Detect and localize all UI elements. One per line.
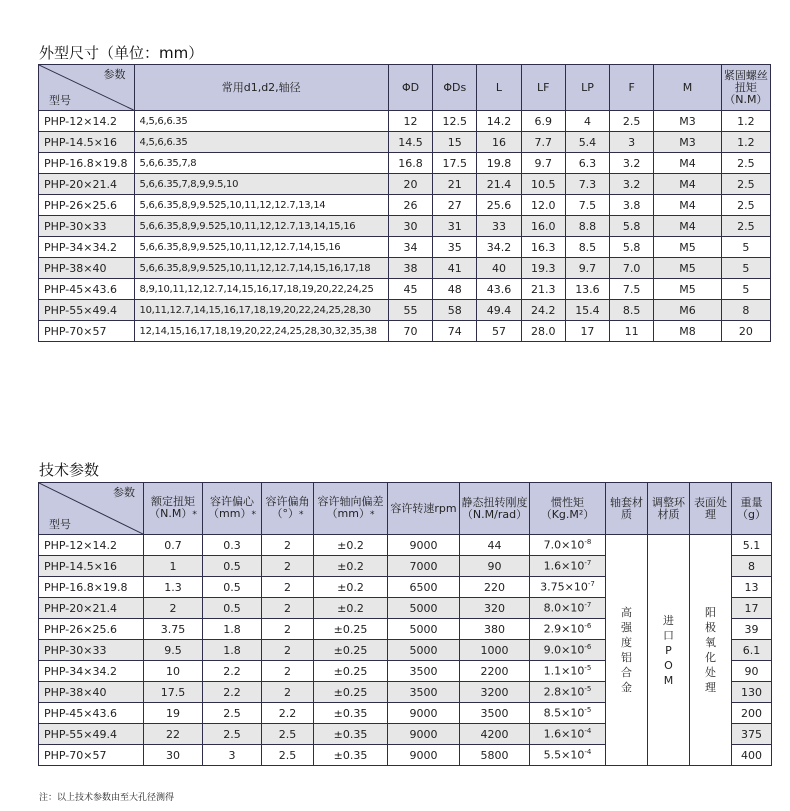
dim-header: LF xyxy=(521,65,565,111)
corner-label-params: 参数 xyxy=(103,68,126,81)
inertia-cell: $2.9\times 10^{-6}$ xyxy=(530,619,606,640)
shaft-diameters-cell: 5,6,6.35,7,8,9,9.5,10 xyxy=(134,174,388,195)
table-cell: 5 xyxy=(721,258,770,279)
table-cell: 41 xyxy=(433,258,477,279)
technical-title: 技术参数 xyxy=(39,461,100,479)
table-cell: 2 xyxy=(262,682,314,703)
shaft-diameters-cell: 5,6,6.35,8,9,9.525,10,11,12,12.7,13,14,15,16 xyxy=(134,216,388,237)
table-cell: 12.0 xyxy=(521,195,565,216)
table-cell: 7000 xyxy=(388,556,460,577)
table-cell: 35 xyxy=(433,237,477,258)
table-cell: M4 xyxy=(654,174,721,195)
tech-header: 调整环材质 xyxy=(648,483,690,535)
model-cell: PHP-38×40 xyxy=(39,682,144,703)
tech-header: 重量（g） xyxy=(732,483,772,535)
model-cell: PHP-26×25.6 xyxy=(39,195,135,216)
corner-label-params: 参数 xyxy=(113,486,135,499)
inertia-cell: $1.1\times 10^{-5}$ xyxy=(530,661,606,682)
model-cell: PHP-34×34.2 xyxy=(39,661,144,682)
table-cell: 3 xyxy=(610,132,654,153)
table-cell: 27 xyxy=(433,195,477,216)
table-cell: 5800 xyxy=(460,745,530,766)
table-cell: 17 xyxy=(732,598,772,619)
table-cell: 3500 xyxy=(388,682,460,703)
table-cell: 10 xyxy=(144,661,203,682)
table-cell: 15 xyxy=(433,132,477,153)
shaft-diameters-cell: 5,6,6.35,7,8 xyxy=(134,153,388,174)
table-cell: 2.5 xyxy=(203,703,262,724)
model-cell: PHP-38×40 xyxy=(39,258,135,279)
table-cell: 400 xyxy=(732,745,772,766)
table-cell: 6.3 xyxy=(565,153,609,174)
table-cell: 43.6 xyxy=(477,279,521,300)
table-cell: 2.5 xyxy=(721,174,770,195)
table-row xyxy=(39,237,771,258)
dimensions-header-row xyxy=(39,65,771,111)
table-cell: 2.5 xyxy=(721,195,770,216)
shaft-diameters-cell: 10,11,12.7,14,15,16,17,18,19,20,22,24,25,28,30 xyxy=(134,300,388,321)
table-cell: 19.3 xyxy=(521,258,565,279)
tech-header: 容许轴向偏差（mm）* xyxy=(314,483,388,535)
table-cell: 3.2 xyxy=(610,153,654,174)
table-cell: 30 xyxy=(144,745,203,766)
shaft-diameters-cell: 12,14,15,16,17,18,19,20,22,24,25,28,30,32,35,38 xyxy=(134,321,388,342)
table-cell: ±0.35 xyxy=(314,724,388,745)
model-cell: PHP-26×25.6 xyxy=(39,619,144,640)
table-row xyxy=(39,174,771,195)
table-cell: 19.8 xyxy=(477,153,521,174)
table-cell: 22 xyxy=(144,724,203,745)
table-cell: 16.3 xyxy=(521,237,565,258)
dimensions-title: 外型尺寸（单位：mm） xyxy=(39,44,204,62)
table-cell: M4 xyxy=(654,195,721,216)
table-cell: 20 xyxy=(721,321,770,342)
table-cell: 0.5 xyxy=(203,577,262,598)
table-cell: 375 xyxy=(732,724,772,745)
table-row xyxy=(39,300,771,321)
table-cell: 3200 xyxy=(460,682,530,703)
table-cell: 3.8 xyxy=(610,195,654,216)
table-cell: 2.2 xyxy=(262,703,314,724)
footnote: 注：以上技术参数由至大孔径测得 xyxy=(39,793,175,803)
table-cell: 2 xyxy=(262,556,314,577)
table-cell: 5000 xyxy=(388,640,460,661)
table-cell: 220 xyxy=(460,577,530,598)
table-cell: 2.5 xyxy=(721,153,770,174)
table-cell: 3500 xyxy=(388,661,460,682)
table-cell: ±0.2 xyxy=(314,577,388,598)
table-cell: ±0.25 xyxy=(314,619,388,640)
model-cell: PHP-55×49.4 xyxy=(39,724,144,745)
table-cell: 55 xyxy=(388,300,432,321)
table-cell: 14.2 xyxy=(477,111,521,132)
table-cell: 28.0 xyxy=(521,321,565,342)
model-cell: PHP-20×21.4 xyxy=(39,174,135,195)
table-cell: 70 xyxy=(388,321,432,342)
table-cell: 24.2 xyxy=(521,300,565,321)
table-cell: 7.5 xyxy=(610,279,654,300)
shaft-diameters-cell: 5,6,6.35,8,9,9.525,10,11,12,12.7,14,15,16 xyxy=(134,237,388,258)
technical-corner-cell xyxy=(39,483,144,535)
table-cell: M5 xyxy=(654,258,721,279)
table-cell: 33 xyxy=(477,216,521,237)
model-cell: PHP-30×33 xyxy=(39,640,144,661)
table-cell: 5000 xyxy=(388,598,460,619)
tech-header: 表面处理 xyxy=(690,483,732,535)
inertia-cell: $2.8\times 10^{-5}$ xyxy=(530,682,606,703)
table-cell: 0.3 xyxy=(203,535,262,556)
table-cell: 5 xyxy=(721,279,770,300)
table-cell: 58 xyxy=(433,300,477,321)
inertia-cell: $1.6\times 10^{-4}$ xyxy=(530,724,606,745)
dim-header: M xyxy=(654,65,721,111)
table-cell: 6500 xyxy=(388,577,460,598)
tech-header: 容许偏角（°）* xyxy=(262,483,314,535)
table-cell: 9000 xyxy=(388,703,460,724)
table-cell: 17.5 xyxy=(433,153,477,174)
tech-header: 惯性矩（Kg.M²） xyxy=(530,483,606,535)
table-cell: 9.7 xyxy=(565,258,609,279)
table-cell: 40 xyxy=(477,258,521,279)
inertia-cell: $5.5\times 10^{-4}$ xyxy=(530,745,606,766)
table-cell: 2.5 xyxy=(721,216,770,237)
table-cell: 380 xyxy=(460,619,530,640)
table-cell: 7.3 xyxy=(565,174,609,195)
table-cell: 90 xyxy=(732,661,772,682)
table-cell: 2.5 xyxy=(610,111,654,132)
table-cell: 5.4 xyxy=(565,132,609,153)
table-cell: 8.8 xyxy=(565,216,609,237)
table-cell: M6 xyxy=(654,300,721,321)
table-cell: 16.8 xyxy=(388,153,432,174)
table-cell: 5.8 xyxy=(610,237,654,258)
inertia-cell: $3.75\times 10^{-7}$ xyxy=(530,577,606,598)
table-cell: 2.2 xyxy=(203,682,262,703)
table-cell: ±0.25 xyxy=(314,661,388,682)
model-cell: PHP-20×21.4 xyxy=(39,598,144,619)
table-cell: 1.2 xyxy=(721,111,770,132)
table-cell: M3 xyxy=(654,132,721,153)
table-cell: 57 xyxy=(477,321,521,342)
table-cell: 7.7 xyxy=(521,132,565,153)
corner-label-model: 型号 xyxy=(49,94,71,107)
table-cell: 1000 xyxy=(460,640,530,661)
table-cell: 5.8 xyxy=(610,216,654,237)
table-cell: 2.5 xyxy=(262,724,314,745)
tech-header: 容许偏心（mm）* xyxy=(203,483,262,535)
table-cell: ±0.2 xyxy=(314,598,388,619)
table-cell: 200 xyxy=(732,703,772,724)
table-cell: M4 xyxy=(654,216,721,237)
table-cell: 3500 xyxy=(460,703,530,724)
model-cell: PHP-12×14.2 xyxy=(39,111,135,132)
table-cell: 5 xyxy=(721,237,770,258)
technical-table xyxy=(38,482,772,766)
table-cell: ±0.2 xyxy=(314,535,388,556)
table-cell: 1.8 xyxy=(203,619,262,640)
table-cell: 0.7 xyxy=(144,535,203,556)
table-cell: 8 xyxy=(732,556,772,577)
table-cell: 45 xyxy=(388,279,432,300)
table-cell: 2.2 xyxy=(203,661,262,682)
table-row xyxy=(39,216,771,237)
table-cell: ±0.25 xyxy=(314,682,388,703)
table-cell: 11 xyxy=(610,321,654,342)
dim-header: LP xyxy=(565,65,609,111)
table-cell: 8.5 xyxy=(565,237,609,258)
dim-header: L xyxy=(477,65,521,111)
table-cell: 12 xyxy=(388,111,432,132)
table-cell: 2 xyxy=(144,598,203,619)
table-cell: M3 xyxy=(654,111,721,132)
table-cell: 0.5 xyxy=(203,598,262,619)
table-cell: 2 xyxy=(262,661,314,682)
table-cell: 2 xyxy=(262,619,314,640)
table-cell: 0.5 xyxy=(203,556,262,577)
table-cell: 2 xyxy=(262,577,314,598)
table-cell: 9000 xyxy=(388,745,460,766)
table-row xyxy=(39,321,771,342)
dimensions-table xyxy=(38,64,771,342)
table-cell: ±0.35 xyxy=(314,703,388,724)
table-cell: 13 xyxy=(732,577,772,598)
inertia-cell: $8.0\times 10^{-7}$ xyxy=(530,598,606,619)
table-cell: 130 xyxy=(732,682,772,703)
table-cell: 12.5 xyxy=(433,111,477,132)
table-cell: M8 xyxy=(654,321,721,342)
table-cell: 34.2 xyxy=(477,237,521,258)
table-cell: 74 xyxy=(433,321,477,342)
shaft-diameters-cell: 4,5,6,6.35 xyxy=(134,111,388,132)
table-cell: 21.4 xyxy=(477,174,521,195)
model-cell: PHP-16.8×19.8 xyxy=(39,153,135,174)
table-cell: 320 xyxy=(460,598,530,619)
table-cell: 1 xyxy=(144,556,203,577)
table-cell: 21.3 xyxy=(521,279,565,300)
table-cell: ±0.2 xyxy=(314,556,388,577)
surface-treatment-cell: 阳极氧化处理 xyxy=(690,535,732,766)
model-cell: PHP-34×34.2 xyxy=(39,237,135,258)
table-cell: 8.5 xyxy=(610,300,654,321)
table-cell: 2200 xyxy=(460,661,530,682)
table-cell: 10.5 xyxy=(521,174,565,195)
table-cell: 3.2 xyxy=(610,174,654,195)
table-cell: 16 xyxy=(477,132,521,153)
model-cell: PHP-30×33 xyxy=(39,216,135,237)
dimensions-corner-cell xyxy=(39,65,135,111)
model-cell: PHP-45×43.6 xyxy=(39,703,144,724)
dim-header: ΦDs xyxy=(433,65,477,111)
table-cell: 90 xyxy=(460,556,530,577)
model-cell: PHP-70×57 xyxy=(39,745,144,766)
table-row xyxy=(39,535,772,556)
table-cell: ±0.35 xyxy=(314,745,388,766)
table-cell: 9000 xyxy=(388,535,460,556)
table-row xyxy=(39,258,771,279)
table-cell: 20 xyxy=(388,174,432,195)
table-cell: 30 xyxy=(388,216,432,237)
shaft-diameters-cell: 4,5,6,6.35 xyxy=(134,132,388,153)
table-cell: 6.1 xyxy=(732,640,772,661)
inertia-cell: $9.0\times 10^{-6}$ xyxy=(530,640,606,661)
table-cell: 7.0 xyxy=(610,258,654,279)
table-cell: 2 xyxy=(262,535,314,556)
table-cell: 17.5 xyxy=(144,682,203,703)
tech-header: 轴套材质 xyxy=(606,483,648,535)
table-cell: 16.0 xyxy=(521,216,565,237)
table-cell: 21 xyxy=(433,174,477,195)
inertia-cell: $1.6\times 10^{-7}$ xyxy=(530,556,606,577)
table-row xyxy=(39,195,771,216)
shaft-diameters-cell: 5,6,6.35,8,9,9.525,10,11,12,12.7,13,14 xyxy=(134,195,388,216)
sleeve-material-cell: 高强度铝合金 xyxy=(606,535,648,766)
table-cell: 5000 xyxy=(388,619,460,640)
table-cell: 2 xyxy=(262,598,314,619)
tech-header: 额定扭矩（N.M）* xyxy=(144,483,203,535)
dim-header: 紧固螺丝扭矩（N.M） xyxy=(721,65,770,111)
table-cell: 15.4 xyxy=(565,300,609,321)
model-cell: PHP-12×14.2 xyxy=(39,535,144,556)
table-cell: 25.6 xyxy=(477,195,521,216)
table-cell: 49.4 xyxy=(477,300,521,321)
tech-header: 静态扭转刚度（N.M/rad） xyxy=(460,483,530,535)
table-cell: 26 xyxy=(388,195,432,216)
tech-header: 容许转速rpm xyxy=(388,483,460,535)
model-cell: PHP-16.8×19.8 xyxy=(39,577,144,598)
table-cell: 3.75 xyxy=(144,619,203,640)
model-cell: PHP-70×57 xyxy=(39,321,135,342)
corner-label-model: 型号 xyxy=(49,518,71,531)
technical-header-row xyxy=(39,483,772,535)
table-row xyxy=(39,279,771,300)
table-row xyxy=(39,132,771,153)
table-cell: 9000 xyxy=(388,724,460,745)
table-cell: 13.6 xyxy=(565,279,609,300)
table-cell: 2 xyxy=(262,640,314,661)
table-cell: 34 xyxy=(388,237,432,258)
table-cell: 2.5 xyxy=(203,724,262,745)
table-cell: 3 xyxy=(203,745,262,766)
table-cell: 9.5 xyxy=(144,640,203,661)
table-cell: M5 xyxy=(654,237,721,258)
shaft-diameters-cell: 5,6,6.35,8,9,9.525,10,11,12,12.7,14,15,16,17,18 xyxy=(134,258,388,279)
table-row xyxy=(39,153,771,174)
table-cell: ±0.25 xyxy=(314,640,388,661)
table-cell: 38 xyxy=(388,258,432,279)
model-cell: PHP-14.5×16 xyxy=(39,132,135,153)
inertia-cell: $7.0\times 10^{-8}$ xyxy=(530,535,606,556)
model-cell: PHP-55×49.4 xyxy=(39,300,135,321)
inertia-cell: $8.5\times 10^{-5}$ xyxy=(530,703,606,724)
table-cell: M4 xyxy=(654,153,721,174)
table-cell: 7.5 xyxy=(565,195,609,216)
table-cell: 2.5 xyxy=(262,745,314,766)
table-cell: 8 xyxy=(721,300,770,321)
table-row xyxy=(39,111,771,132)
table-cell: 48 xyxy=(433,279,477,300)
table-cell: 4200 xyxy=(460,724,530,745)
table-cell: 39 xyxy=(732,619,772,640)
dim-header: ΦD xyxy=(388,65,432,111)
table-cell: 1.8 xyxy=(203,640,262,661)
model-cell: PHP-14.5×16 xyxy=(39,556,144,577)
table-cell: 17 xyxy=(565,321,609,342)
table-cell: M5 xyxy=(654,279,721,300)
shaft-diameters-cell: 8,9,10,11,12,12.7,14,15,16,17,18,19,20,22,24,25 xyxy=(134,279,388,300)
dim-header: F xyxy=(610,65,654,111)
table-cell: 44 xyxy=(460,535,530,556)
table-cell: 6.9 xyxy=(521,111,565,132)
table-cell: 5.1 xyxy=(732,535,772,556)
model-cell: PHP-45×43.6 xyxy=(39,279,135,300)
table-cell: 4 xyxy=(565,111,609,132)
table-cell: 14.5 xyxy=(388,132,432,153)
table-cell: 9.7 xyxy=(521,153,565,174)
table-cell: 1.2 xyxy=(721,132,770,153)
ring-material-cell: 进口POM xyxy=(648,535,690,766)
table-cell: 19 xyxy=(144,703,203,724)
table-cell: 31 xyxy=(433,216,477,237)
dim-header: 常用d1,d2,轴径 xyxy=(134,65,388,111)
table-cell: 1.3 xyxy=(144,577,203,598)
